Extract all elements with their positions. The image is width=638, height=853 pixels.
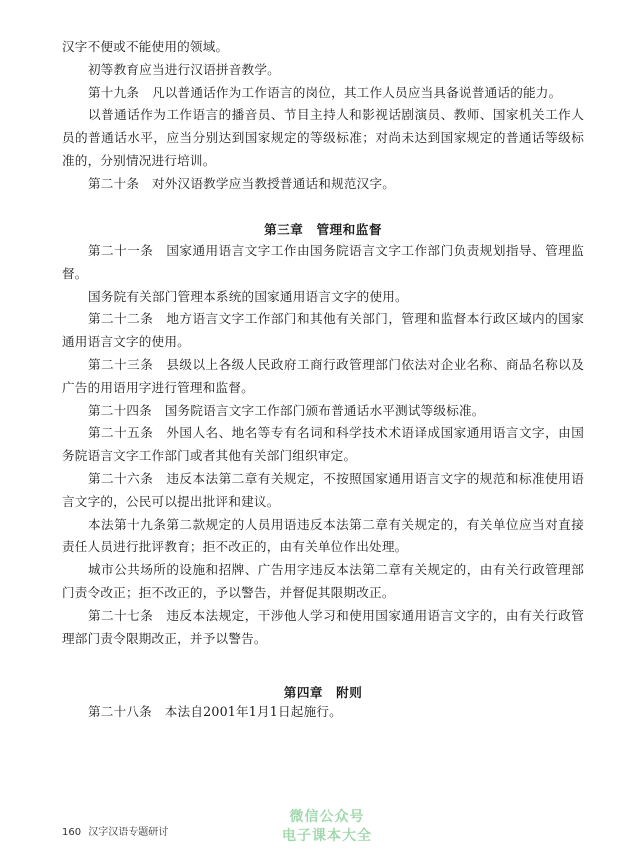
- watermark-line-1: 微信公众号: [289, 809, 365, 825]
- page-footer: [62, 823, 168, 838]
- watermark: [262, 808, 392, 846]
- paragraph: 第二十四条 国务院语言文字工作部门颁布普通话水平测试等级标准。: [88, 402, 485, 418]
- paragraph: 本法第十九条第二款规定的人员用语违反本法第二章有关规定的，有关单位应当对直接责任人员进行批评教育；拒不改正的，由有关单位作出处理。: [62, 516, 584, 555]
- book-title: 汉字汉语专题研讨: [88, 827, 169, 838]
- paragraph: 第二十二条 地方语言文字工作部门和其他有关部门，管理和监督本行政区域内的国家通用语言文字的使用。: [62, 311, 584, 350]
- paragraph: 初等教育应当进行汉语拼音教学。: [88, 61, 280, 77]
- chapter-4-heading: 第四章 附则: [283, 685, 363, 700]
- paragraph: 第二十一条 国家通用语言文字工作由国务院语言文字工作部门负责规划指导、管理监督。: [62, 243, 584, 281]
- watermark-line-2: 电子课本大全: [282, 828, 372, 844]
- paragraph: 第二十八条 本法自2001年1月1日起施行。: [88, 704, 342, 719]
- paragraph: 第十九条 凡以普通话作为工作语言的岗位，其工作人员应当具备说普通话的能力。: [88, 84, 562, 100]
- paragraph: 国务院有关部门管理本系统的国家通用语言文字的使用。: [88, 288, 408, 304]
- paragraph: 以普通话作为工作语言的播音员、节目主持人和影视话剧演员、教师、国家机关工作人员的普通话水平，应当分别达到国家规定的等级标准；对尚未达到国家规定的普通话等级标准的，分别情况进行培训。: [62, 107, 584, 168]
- paragraph: 第二十六条 违反本法第二章有关规定，不按照国家通用语言文字的规范和标准使用语言文字的，公民可以提出批评和建议。: [62, 470, 584, 509]
- text-block-chapter-3: [62, 240, 584, 650]
- text-block-top: [62, 36, 584, 196]
- paragraph: 第二十五条 外国人名、地名等专有名词和科学技术术语译成国家通用语言文字，由国务院语言文字工作部门或者其他有关部门组织审定。: [62, 425, 584, 464]
- paragraph: 汉字不便或不能使用的领域。: [62, 39, 229, 54]
- paragraph: 第二十条 对外汉语教学应当教授普通话和规范汉字。: [88, 175, 396, 191]
- paragraph: 第二十七条 违反本法规定，干涉他人学习和使用国家通用语言文字的，由有关行政管理部门责令限期改正，并予以警告。: [62, 607, 584, 646]
- paragraph: 第二十三条 县级以上各级人民政府工商行政管理部门依法对企业名称、商品名称以及广告的用语用字进行管理和监督。: [62, 356, 584, 395]
- paragraph: 城市公共场所的设施和招牌、广告用字违反本法第二章有关规定的，由有关行政管理部门责令改正；拒不改正的，予以警告，并督促其限期改正。: [62, 562, 584, 600]
- chapter-3-heading: 第三章 管理和监督: [264, 222, 382, 237]
- text-block-chapter-4: [62, 701, 584, 724]
- page-number: 160: [62, 827, 82, 838]
